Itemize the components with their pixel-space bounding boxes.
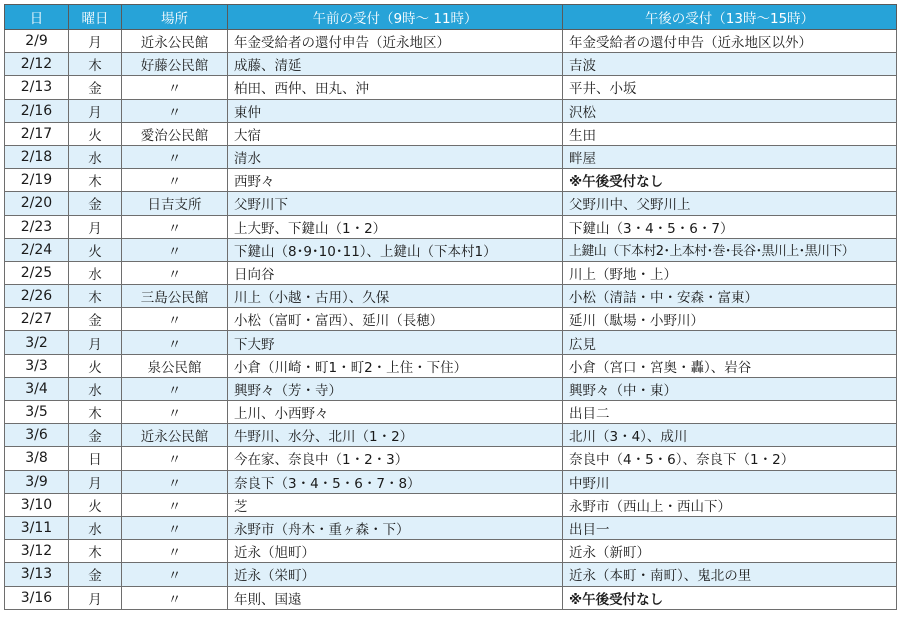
cell-date: 2/19 [5,169,69,192]
cell-place: 〃 [122,447,228,470]
cell-place: 〃 [122,586,228,609]
cell-morning: 小倉（川崎・町1・町2・上住・下住） [228,354,563,377]
schedule-table [4,4,897,610]
cell-afternoon: 小松（清詰・中・安森・富東） [563,285,897,308]
cell-place: 〃 [122,76,228,99]
cell-afternoon: 年金受給者の還付申告（近永地区以外） [563,30,897,53]
cell-morning: 川上（小越・古用）、久保 [228,285,563,308]
cell-morning: 今在家、奈良中（1・2・3） [228,447,563,470]
cell-afternoon: 北川（3・4）、成川 [563,424,897,447]
cell-morning: 近永（旭町） [228,540,563,563]
cell-date: 2/26 [5,285,69,308]
cell-weekday: 火 [69,493,122,516]
cell-weekday: 月 [69,215,122,238]
cell-morning: 年則、国遠 [228,586,563,609]
cell-morning: 近永（栄町） [228,563,563,586]
cell-weekday: 金 [69,424,122,447]
table-row [5,215,897,238]
cell-morning: 年金受給者の還付申告（近永地区） [228,30,563,53]
cell-place: 〃 [122,401,228,424]
cell-weekday: 水 [69,145,122,168]
table-row [5,424,897,447]
cell-morning: 下大野 [228,331,563,354]
cell-date: 3/8 [5,447,69,470]
cell-date: 2/25 [5,261,69,284]
cell-place: 近永公民館 [122,424,228,447]
cell-date: 2/24 [5,238,69,261]
cell-weekday: 水 [69,261,122,284]
cell-date: 2/18 [5,145,69,168]
cell-place: 〃 [122,238,228,261]
cell-place: 泉公民館 [122,354,228,377]
cell-morning: 大宿 [228,122,563,145]
cell-weekday: 木 [69,540,122,563]
cell-date: 2/27 [5,308,69,331]
cell-weekday: 月 [69,586,122,609]
table-row [5,377,897,400]
header-weekday: 曜日 [69,5,122,30]
cell-date: 3/11 [5,516,69,539]
header-row [5,5,897,30]
table-row [5,238,897,261]
cell-morning: 興野々（芳・寺） [228,377,563,400]
table-row [5,192,897,215]
header-date: 日 [5,5,69,30]
cell-place: 〃 [122,563,228,586]
cell-afternoon: 奈良中（4・5・6）、奈良下（1・2） [563,447,897,470]
cell-weekday: 金 [69,192,122,215]
table-row [5,516,897,539]
cell-weekday: 月 [69,99,122,122]
cell-weekday: 金 [69,563,122,586]
cell-place: 〃 [122,331,228,354]
header-place: 場所 [122,5,228,30]
cell-afternoon: 上鍵山（下本村2･上本村･巻･長谷･黒川上･黒川下） [563,238,897,261]
cell-weekday: 日 [69,447,122,470]
cell-date: 3/5 [5,401,69,424]
table-row [5,354,897,377]
cell-date: 2/17 [5,122,69,145]
cell-date: 2/23 [5,215,69,238]
cell-morning: 上大野、下鍵山（1・2） [228,215,563,238]
cell-date: 3/3 [5,354,69,377]
cell-place: 三島公民館 [122,285,228,308]
cell-place: 〃 [122,516,228,539]
cell-weekday: 木 [69,53,122,76]
cell-weekday: 火 [69,122,122,145]
cell-place: 〃 [122,215,228,238]
cell-place: 〃 [122,470,228,493]
cell-weekday: 月 [69,331,122,354]
cell-place: 〃 [122,493,228,516]
table-row [5,563,897,586]
cell-morning: 清水 [228,145,563,168]
cell-date: 2/9 [5,30,69,53]
header-afternoon: 午後の受付（13時～15時） [563,5,897,30]
cell-weekday: 火 [69,354,122,377]
table-body [5,30,897,610]
cell-date: 3/13 [5,563,69,586]
table-row [5,122,897,145]
cell-morning: 父野川下 [228,192,563,215]
cell-date: 2/20 [5,192,69,215]
cell-afternoon: 沢松 [563,99,897,122]
table-row [5,285,897,308]
cell-afternoon: 父野川中、父野川上 [563,192,897,215]
cell-morning: 下鍵山（8･9･10･11）、上鍵山（下本村1） [228,238,563,261]
table-row [5,586,897,609]
cell-afternoon: 興野々（中・東） [563,377,897,400]
cell-afternoon: ※午後受付なし [563,586,897,609]
cell-morning: 奈良下（3・4・5・6・7・8） [228,470,563,493]
cell-afternoon: 中野川 [563,470,897,493]
table-row [5,470,897,493]
table-row [5,447,897,470]
cell-weekday: 火 [69,238,122,261]
cell-place: 〃 [122,540,228,563]
cell-place: 〃 [122,261,228,284]
cell-place: 近永公民館 [122,30,228,53]
cell-weekday: 水 [69,377,122,400]
cell-morning: 永野市（舟木・重ヶ森・下） [228,516,563,539]
cell-afternoon: 下鍵山（3・4・5・6・7） [563,215,897,238]
table-row [5,76,897,99]
cell-morning: 成藤、清延 [228,53,563,76]
cell-date: 3/9 [5,470,69,493]
cell-afternoon: 延川（駄場・小野川） [563,308,897,331]
header-morning: 午前の受付（9時～ 11時） [228,5,563,30]
cell-afternoon: 出目二 [563,401,897,424]
table-row [5,30,897,53]
table-row [5,308,897,331]
table-row [5,540,897,563]
cell-place: 〃 [122,99,228,122]
cell-morning: 小松（富町・富西）、延川（長穂） [228,308,563,331]
cell-morning: 上川、小西野々 [228,401,563,424]
table-row [5,169,897,192]
cell-weekday: 木 [69,169,122,192]
cell-date: 2/16 [5,99,69,122]
table-row [5,53,897,76]
cell-date: 3/10 [5,493,69,516]
cell-afternoon: 平井、小坂 [563,76,897,99]
cell-morning: 西野々 [228,169,563,192]
cell-morning: 芝 [228,493,563,516]
cell-afternoon: 畔屋 [563,145,897,168]
cell-afternoon: 近永（新町） [563,540,897,563]
cell-morning: 日向谷 [228,261,563,284]
cell-date: 2/13 [5,76,69,99]
cell-afternoon: 吉波 [563,53,897,76]
cell-weekday: 木 [69,401,122,424]
table-row [5,331,897,354]
cell-date: 2/12 [5,53,69,76]
cell-afternoon: 出目一 [563,516,897,539]
cell-place: 〃 [122,145,228,168]
cell-date: 3/4 [5,377,69,400]
cell-afternoon: 広見 [563,331,897,354]
cell-date: 3/2 [5,331,69,354]
cell-afternoon: 永野市（西山上・西山下） [563,493,897,516]
cell-date: 3/6 [5,424,69,447]
cell-afternoon: 近永（本町・南町）、鬼北の里 [563,563,897,586]
table-row [5,261,897,284]
cell-date: 3/16 [5,586,69,609]
cell-morning: 柏田、西仲、田丸、沖 [228,76,563,99]
cell-date: 3/12 [5,540,69,563]
cell-place: 〃 [122,377,228,400]
cell-place: 〃 [122,169,228,192]
cell-afternoon: ※午後受付なし [563,169,897,192]
cell-morning: 牛野川、水分、北川（1・2） [228,424,563,447]
table-row [5,493,897,516]
cell-afternoon: 小倉（宮口・宮奥・轟）、岩谷 [563,354,897,377]
cell-place: 日吉支所 [122,192,228,215]
cell-afternoon: 生田 [563,122,897,145]
table-row [5,401,897,424]
cell-weekday: 金 [69,308,122,331]
cell-place: 好藤公民館 [122,53,228,76]
cell-place: 〃 [122,308,228,331]
cell-weekday: 木 [69,285,122,308]
cell-weekday: 月 [69,470,122,493]
table-row [5,145,897,168]
cell-afternoon: 川上（野地・上） [563,261,897,284]
cell-weekday: 月 [69,30,122,53]
cell-weekday: 水 [69,516,122,539]
table-row [5,99,897,122]
cell-place: 愛治公民館 [122,122,228,145]
cell-morning: 東仲 [228,99,563,122]
cell-weekday: 金 [69,76,122,99]
